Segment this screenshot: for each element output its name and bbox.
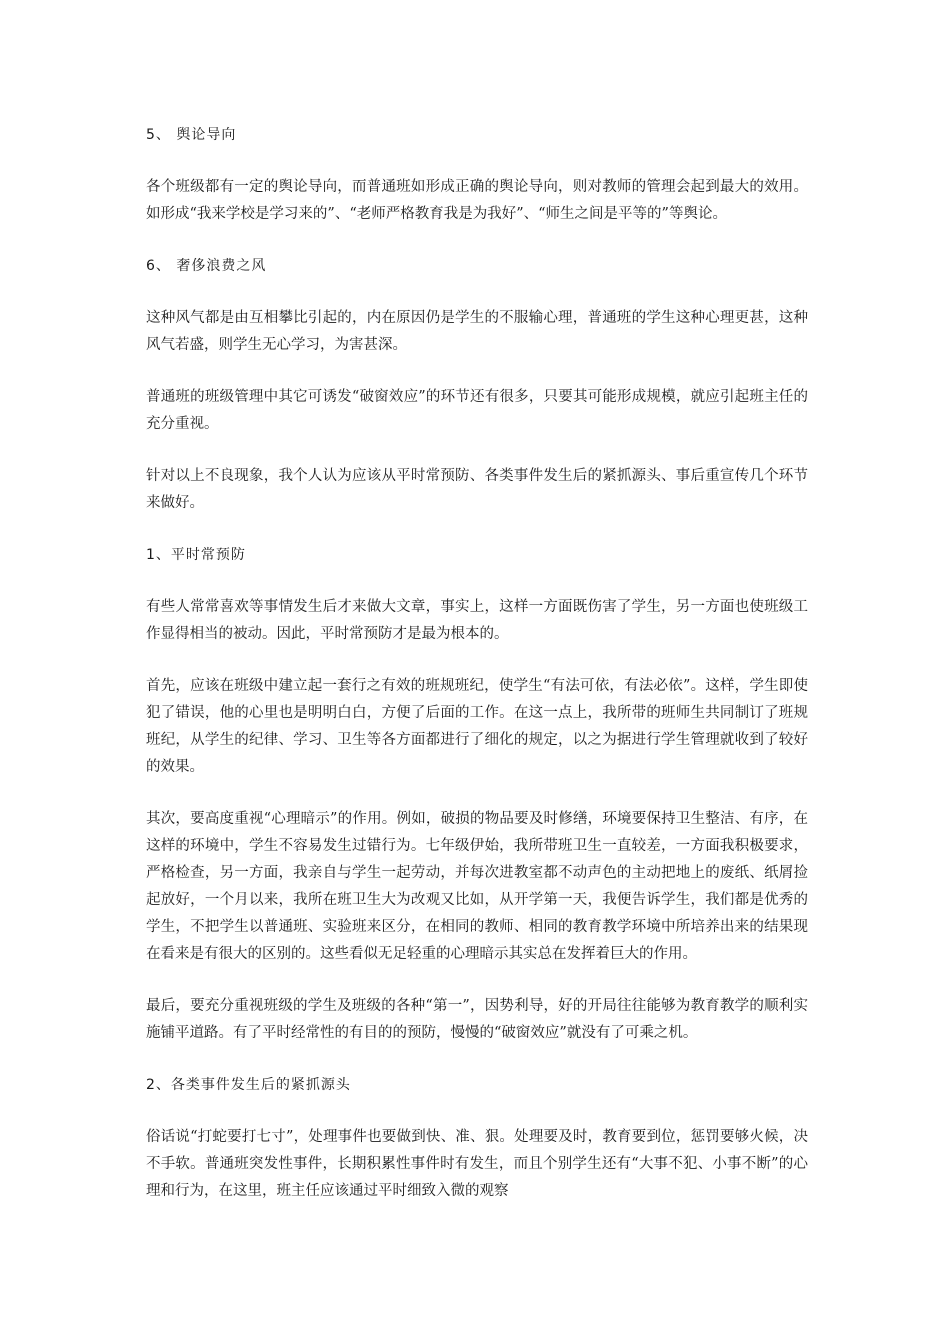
document-page bbox=[146, 122, 808, 1230]
paragraph-prevention-intro: 有些人常常喜欢等事情发生后才来做大文章，事实上，这样一方面既伤害了学生，另一方面也使班级工作显得相当的被动。因此，平时常预防才是最为根本的。 bbox=[146, 599, 808, 642]
paragraph-extravagance: 这种风气都是由互相攀比引起的，内在原因仍是学生的不服输心理，普通班的学生这种心理更甚，这种风气若盛，则学生无心学习，为害甚深。 bbox=[146, 310, 808, 353]
section-heading-public-opinion: 5、 舆论导向 bbox=[146, 127, 237, 143]
paragraph-measures-intro: 针对以上不良现象，我个人认为应该从平时常预防、各类事件发生后的紧抓源头、事后重宣传几个环节来做好。 bbox=[146, 468, 808, 511]
section-heading-source-handling: 2、各类事件发生后的紧抓源头 bbox=[146, 1077, 351, 1093]
paragraph-first-rules: 首先，应该在班级中建立起一套行之有效的班规班纪，使学生“有法可依，有法必依”。这样，学生即使犯了错误，他的心里也是明明白白，方便了后面的工作。在这一点上，我所带的班师生共同制订了班规班纪，从学生的纪律、学习、卫生等各方面都进行了细化的规定，以之为据进行学生管理就收到了较好的效果。 bbox=[146, 678, 808, 775]
section-heading-prevention: 1、平时常预防 bbox=[146, 547, 246, 563]
section-heading-extravagance: 6、 奢侈浪费之风 bbox=[146, 258, 267, 274]
paragraph-source-handling: 俗话说“打蛇要打七寸”，处理事件也要做到快、准、狠。处理要及时，教育要到位，惩罚要够火候，决不手软。普通班突发性事件，长期积累性事件时有发生，而且个别学生还有“大事不犯、小事不断”的心理和行为，在这里，班主任应该通过平时细致入微的观察 bbox=[146, 1129, 808, 1199]
paragraph-second-suggestion: 其次，要高度重视“心理暗示”的作用。例如，破损的物品要及时修缮，环境要保持卫生整洁、有序，在这样的环境中，学生不容易发生过错行为。七年级伊始，我所带班卫生一直较差，一方面我积极要求，严格检查，另一方面，我亲自与学生一起劳动，并每次进教室都不动声色的主动把地上的废纸、纸屑捡起放好，一个月以来，我所在班卫生大为改观又比如，从开学第一天，我便告诉学生，我们都是优秀的学生，不把学生以普通班、实验班来区分，在相同的教师、相同的教育教学环境中所培养出来的结果现在看来是有很大的区别的。这些看似无足轻重的心理暗示其实总在发挥着巨大的作用。 bbox=[146, 811, 808, 962]
paragraph-last-firsts: 最后，要充分重视班级的学生及班级的各种“第一”，因势利导，好的开局往往能够为教育教学的顺利实施铺平道路。有了平时经常性的有目的的预防，慢慢的“破窗效应”就没有了可乘之机。 bbox=[146, 998, 808, 1041]
paragraph-broken-window: 普通班的班级管理中其它可诱发“破窗效应”的环节还有很多，只要其可能形成规模，就应引起班主任的充分重视。 bbox=[146, 389, 808, 432]
paragraph-public-opinion: 各个班级都有一定的舆论导向，而普通班如形成正确的舆论导向，则对教师的管理会起到最大的效用。如形成“我来学校是学习来的”、“老师严格教育我是为我好”、“师生之间是平等的”等舆论。 bbox=[146, 179, 808, 222]
